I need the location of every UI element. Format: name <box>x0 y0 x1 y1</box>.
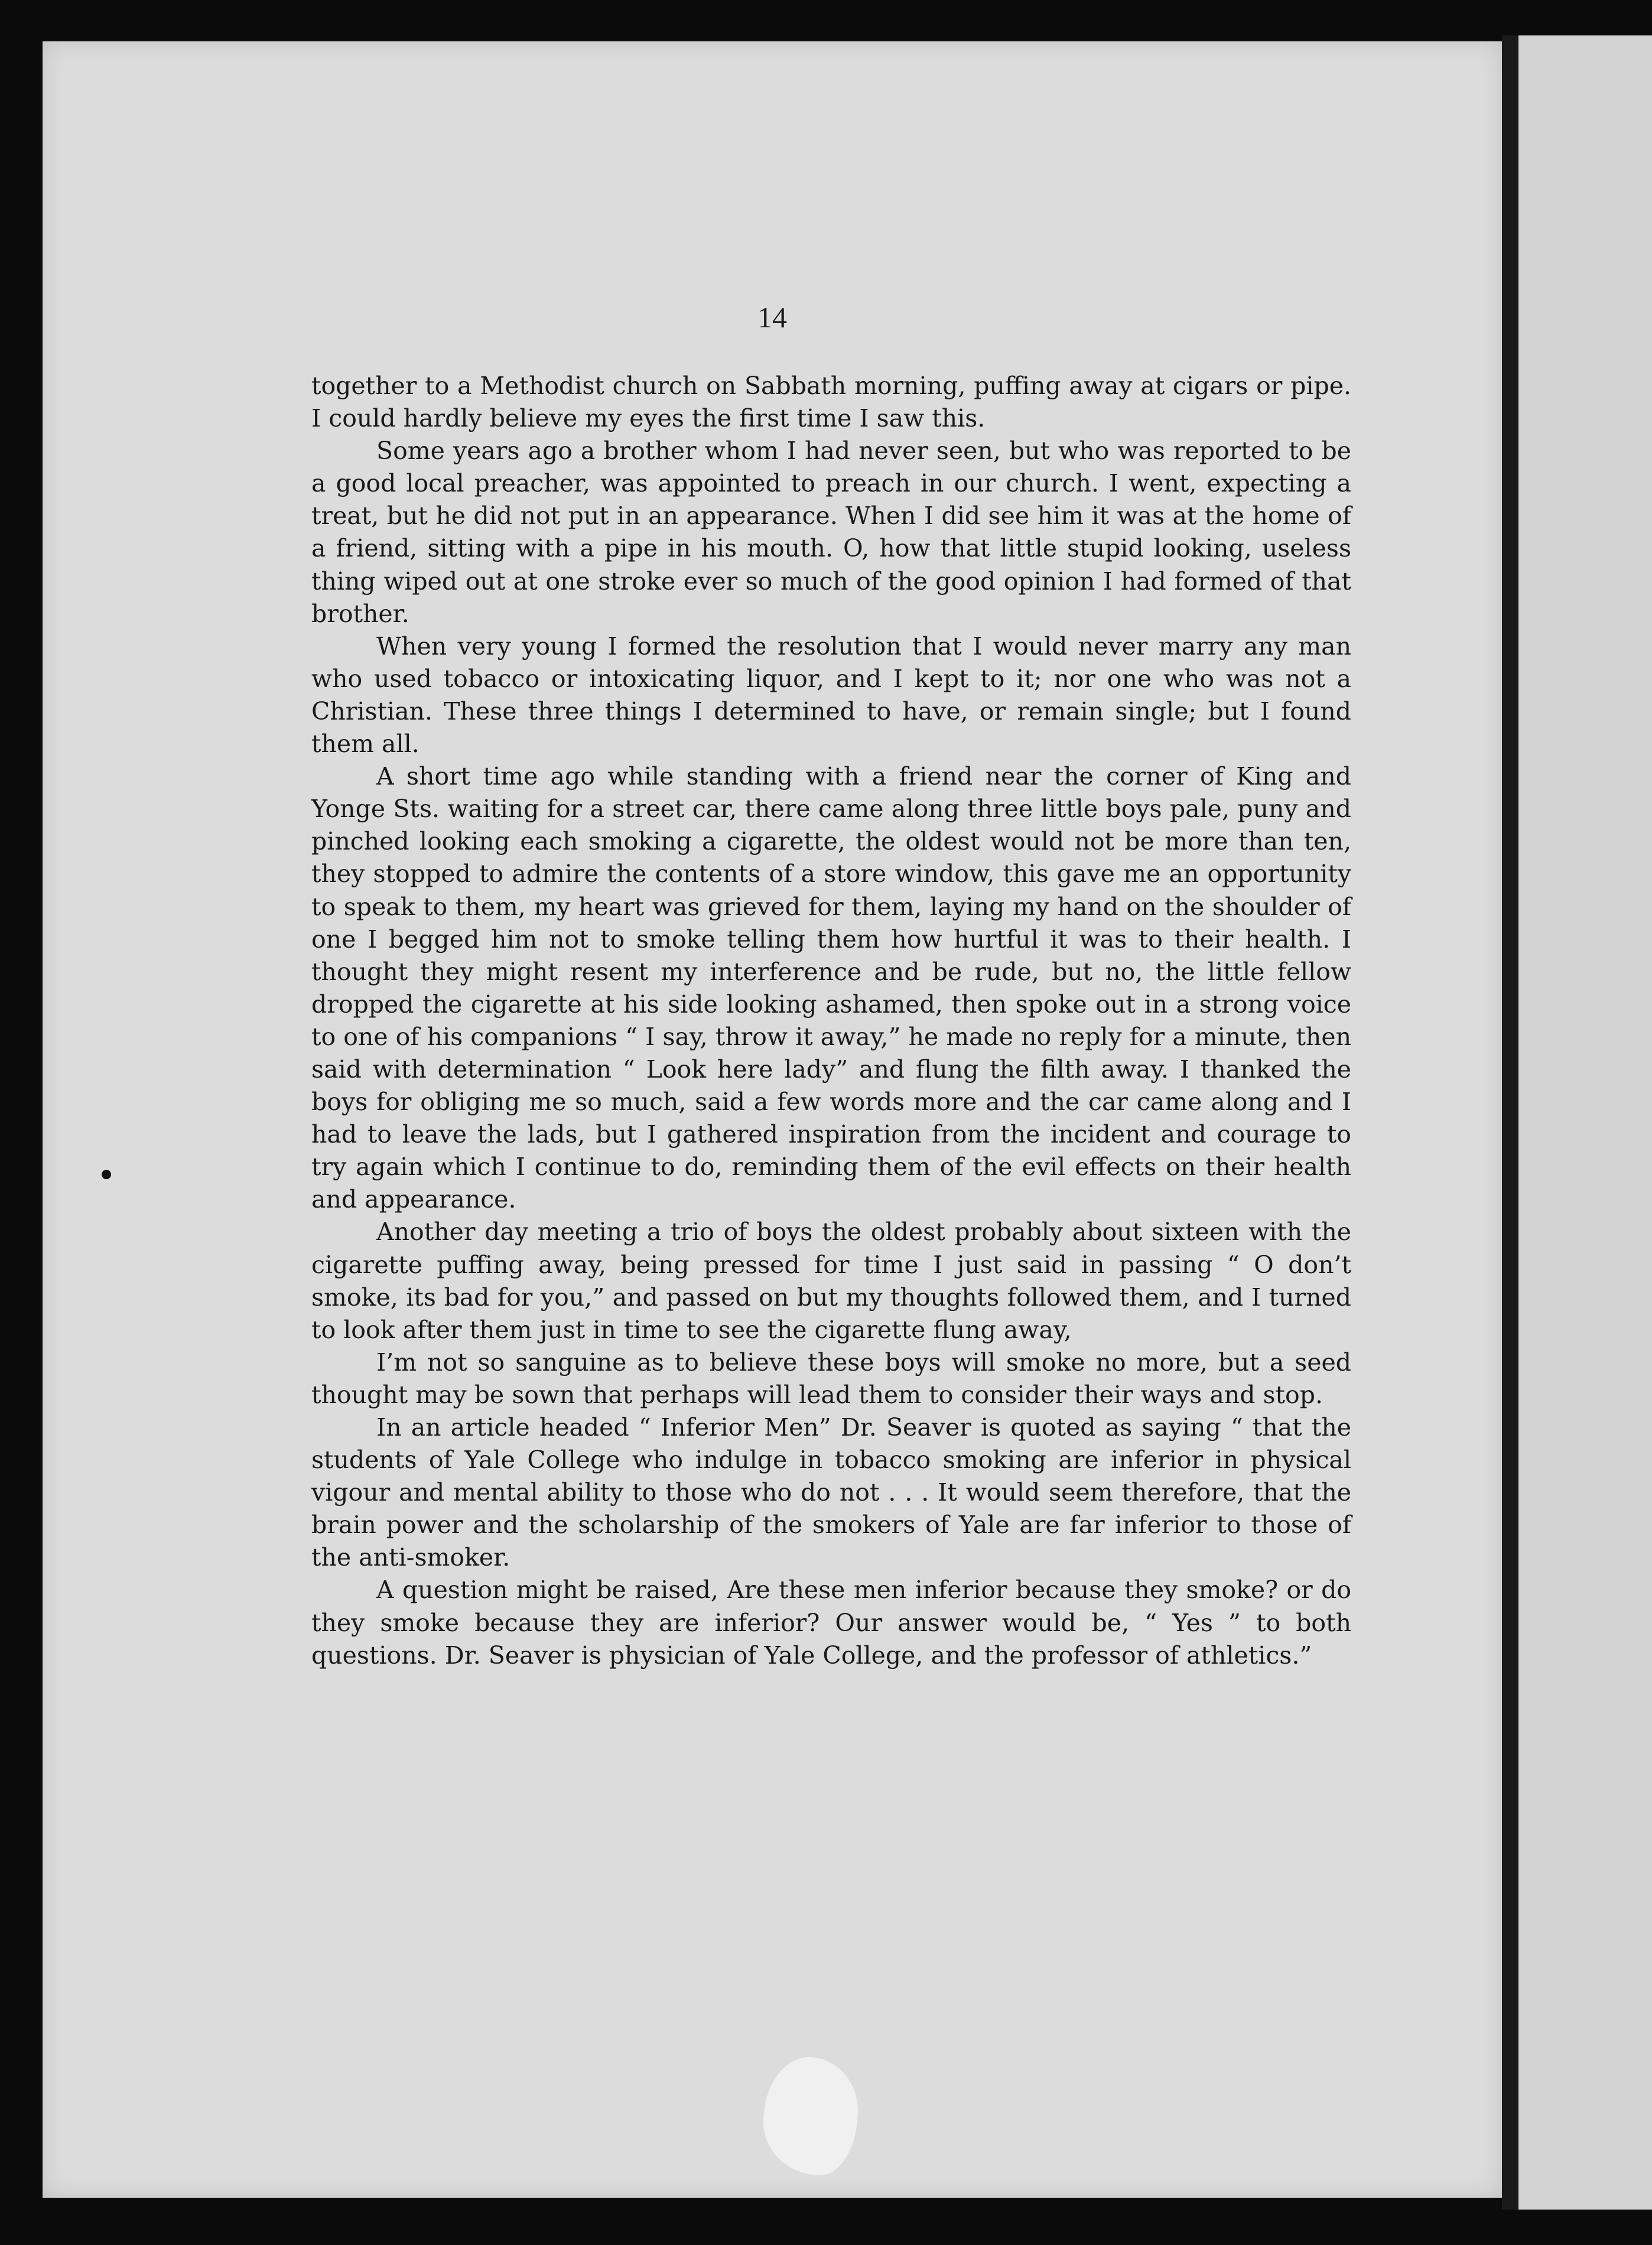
paper-damage-spot <box>763 2057 858 2175</box>
paragraph-1: together to a Methodist church on Sabbath morning, puffing away at cigars or pipe. I could hardly believe my eyes the first time I saw this. <box>311 372 1351 433</box>
paragraph-6: I’m not so sanguine as to believe these boys will smoke no more, but a seed thought may be sown that perhaps will lead them to consider their ways and stop. <box>311 1348 1351 1409</box>
book-page <box>43 41 1502 2198</box>
paragraph-8: A question might be raised, Are these men inferior because they smoke? or do they smoke because they are inferior? Our answer would be, “ Yes ” to both questions. Dr. Seaver is physician of Yale College, and the professor of athletics.” <box>311 1576 1351 1670</box>
book-gutter <box>1502 35 1518 2210</box>
paragraph-7: In an article headed “ Inferior Men” Dr. Seaver is quoted as saying “ that the students of Yale College who indulge in tobacco smoking are inferior in physical vigour and mental ability to those who do not . . . It would seem therefore, that the brain power and the scholarship of the smokers of Yale are far inferior to those of the anti-smoker. <box>311 1413 1351 1572</box>
page-number: 14 <box>757 301 787 334</box>
body-text <box>311 370 1351 1672</box>
ink-spot <box>102 1170 111 1179</box>
paragraph-3: When very young I formed the resolution that I would never marry any man who used tobacco or intoxicating liquor, and I kept to it; nor one who was not a Christian. These three things I determined to have, or remain single; but I found them all. <box>311 632 1351 759</box>
facing-page-edge <box>1518 35 1652 2210</box>
paragraph-2: Some years ago a brother whom I had never seen, but who was reported to be a good local preacher, was appointed to preach in our church. I went, expecting a treat, but he did not put in an appearance. When I did see him it was at the home of a friend, sitting with a pipe in his mouth. O, how that little stupid looking, useless thing wiped out at one stroke ever so much of the good opinion I had formed of that brother. <box>311 437 1351 628</box>
paragraph-4: A short time ago while standing with a friend near the corner of King and Yonge Sts. waiting for a street car, there came along three little boys pale, puny and pinched looking each smoking a cigarette, the oldest would not be more than ten, they stopped to admire the contents of a store window, this gave me an opportunity to speak to them, my heart was grieved for them, laying my hand on the shoulder of one I begged him not to smoke telling them how hurtful it was to their health. I thought they might resent my interference and be rude, but no, the little fellow dropped the cigarette at his side looking ashamed, then spoke out in a strong voice to one of his companions “ I say, throw it away,” he made no reply for a minute, then said with determination “ Look here lady” and flung the filth away. I thanked the boys for obliging me so much, said a few words more and the car came along and I had to leave the lads, but I gathered inspiration from the incident and courage to try again which I continue to do, reminding them of the evil effects on their health and appearance. <box>311 762 1351 1214</box>
paragraph-5: Another day meeting a trio of boys the oldest probably about sixteen with the cigarette puffing away, being pressed for time I just said in passing “ O don’t smoke, its bad for you,” and passed on but my thoughts followed them, and I turned to look after them just in time to see the cigarette flung away, <box>311 1218 1351 1344</box>
